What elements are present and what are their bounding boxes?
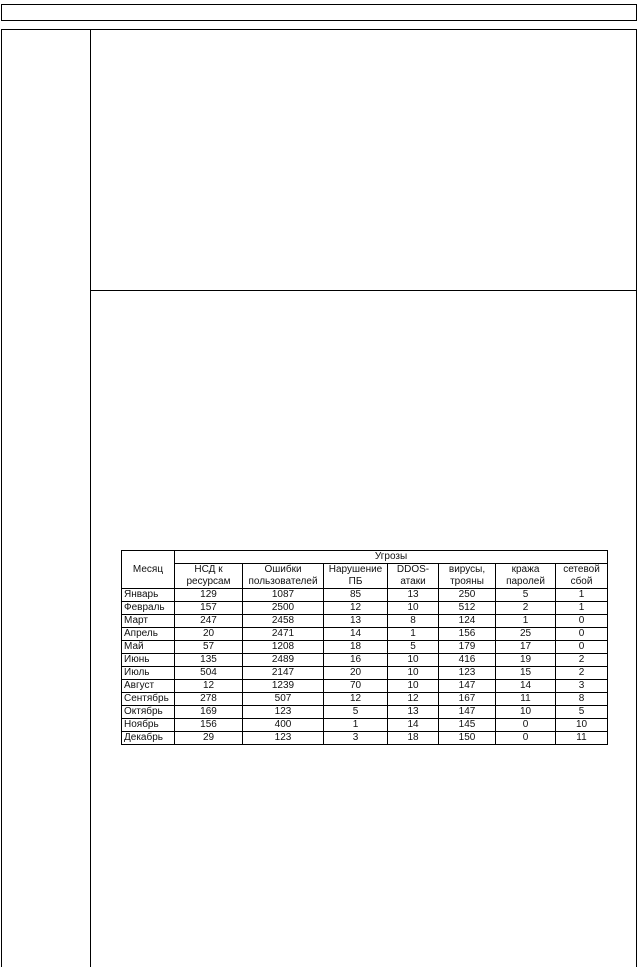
value-cell: 169 xyxy=(175,706,243,719)
table-body xyxy=(122,589,608,745)
column-header-line: сбой xyxy=(570,576,593,587)
value-cell: 512 xyxy=(439,602,496,615)
value-cell: 14 xyxy=(388,719,439,732)
threats-group-header: Угрозы xyxy=(175,551,608,564)
value-cell: 0 xyxy=(496,732,556,745)
value-cell: 1239 xyxy=(243,680,324,693)
column-header-1 xyxy=(175,564,243,589)
table-row xyxy=(122,693,608,706)
value-cell: 2489 xyxy=(243,654,324,667)
table-header-row xyxy=(122,551,608,564)
value-cell: 247 xyxy=(175,615,243,628)
value-cell: 5 xyxy=(556,706,608,719)
value-cell: 2 xyxy=(556,667,608,680)
month-cell: Июль xyxy=(122,667,175,680)
value-cell: 0 xyxy=(556,641,608,654)
column-header-line: трояны xyxy=(450,576,484,587)
column-header-line: вирусы, xyxy=(448,564,486,575)
value-cell: 8 xyxy=(388,615,439,628)
value-cell: 2471 xyxy=(243,628,324,641)
value-cell: 3 xyxy=(324,732,388,745)
value-cell: 129 xyxy=(175,589,243,602)
value-cell: 25 xyxy=(496,628,556,641)
value-cell: 29 xyxy=(175,732,243,745)
column-header-line: ресурсам xyxy=(186,576,231,587)
column-header-line: кража xyxy=(511,564,540,575)
value-cell: 1087 xyxy=(243,589,324,602)
value-cell: 12 xyxy=(324,602,388,615)
column-header-line: атаки xyxy=(400,576,426,587)
month-column-header: Месяц xyxy=(122,551,175,589)
table-row xyxy=(122,641,608,654)
value-cell: 0 xyxy=(496,719,556,732)
column-header-line: DDOS- xyxy=(396,564,430,575)
column-header-5 xyxy=(439,564,496,589)
month-cell: Февраль xyxy=(122,602,175,615)
value-cell: 13 xyxy=(388,589,439,602)
value-cell: 3 xyxy=(556,680,608,693)
value-cell: 13 xyxy=(324,615,388,628)
value-cell: 16 xyxy=(324,654,388,667)
value-cell: 2458 xyxy=(243,615,324,628)
month-cell: Июнь xyxy=(122,654,175,667)
month-cell: Декабрь xyxy=(122,732,175,745)
value-cell: 504 xyxy=(175,667,243,680)
value-cell: 5 xyxy=(388,641,439,654)
value-cell: 135 xyxy=(175,654,243,667)
value-cell: 416 xyxy=(439,654,496,667)
value-cell: 1 xyxy=(324,719,388,732)
value-cell: 156 xyxy=(439,628,496,641)
column-header-line: сетевой xyxy=(563,564,600,575)
value-cell: 147 xyxy=(439,706,496,719)
value-cell: 0 xyxy=(556,615,608,628)
value-cell: 0 xyxy=(556,628,608,641)
value-cell: 85 xyxy=(324,589,388,602)
month-cell: Май xyxy=(122,641,175,654)
value-cell: 2 xyxy=(556,654,608,667)
column-header-2 xyxy=(243,564,324,589)
value-cell: 507 xyxy=(243,693,324,706)
column-header-6 xyxy=(496,564,556,589)
value-cell: 278 xyxy=(175,693,243,706)
value-cell: 167 xyxy=(439,693,496,706)
value-cell: 10 xyxy=(496,706,556,719)
value-cell: 145 xyxy=(439,719,496,732)
value-cell: 2147 xyxy=(243,667,324,680)
table-row xyxy=(122,628,608,641)
value-cell: 5 xyxy=(324,706,388,719)
value-cell: 19 xyxy=(496,654,556,667)
column-header-line: ПБ xyxy=(348,576,363,587)
column-header-line: Нарушение xyxy=(328,564,383,575)
value-cell: 1 xyxy=(388,628,439,641)
value-cell: 1 xyxy=(556,589,608,602)
value-cell: 12 xyxy=(324,693,388,706)
column-header-4 xyxy=(388,564,439,589)
value-cell: 123 xyxy=(243,732,324,745)
table-row xyxy=(122,719,608,732)
value-cell: 10 xyxy=(556,719,608,732)
value-cell: 124 xyxy=(439,615,496,628)
value-cell: 18 xyxy=(324,641,388,654)
value-cell: 179 xyxy=(439,641,496,654)
table-row xyxy=(122,615,608,628)
value-cell: 17 xyxy=(496,641,556,654)
value-cell: 1 xyxy=(496,615,556,628)
month-cell: Сентябрь xyxy=(122,693,175,706)
value-cell: 2500 xyxy=(243,602,324,615)
value-cell: 10 xyxy=(388,602,439,615)
value-cell: 1208 xyxy=(243,641,324,654)
value-cell: 57 xyxy=(175,641,243,654)
month-cell: Март xyxy=(122,615,175,628)
value-cell: 12 xyxy=(388,693,439,706)
value-cell: 10 xyxy=(388,680,439,693)
value-cell: 14 xyxy=(496,680,556,693)
value-cell: 10 xyxy=(388,654,439,667)
column-header-line: пользователей xyxy=(248,576,318,587)
value-cell: 157 xyxy=(175,602,243,615)
value-cell: 20 xyxy=(324,667,388,680)
value-cell: 400 xyxy=(243,719,324,732)
month-cell: Октябрь xyxy=(122,706,175,719)
table-row xyxy=(122,589,608,602)
value-cell: 1 xyxy=(556,602,608,615)
value-cell: 123 xyxy=(243,706,324,719)
value-cell: 13 xyxy=(388,706,439,719)
column-header-line: Ошибки xyxy=(264,564,302,575)
value-cell: 123 xyxy=(439,667,496,680)
value-cell: 250 xyxy=(439,589,496,602)
table-row xyxy=(122,602,608,615)
column-header-line: НСД к xyxy=(194,564,223,575)
month-cell: Ноябрь xyxy=(122,719,175,732)
month-cell: Апрель xyxy=(122,628,175,641)
month-cell: Январь xyxy=(122,589,175,602)
threat-columns-header-row xyxy=(122,564,608,589)
header-box xyxy=(1,4,637,21)
table-row xyxy=(122,680,608,693)
month-cell: Август xyxy=(122,680,175,693)
value-cell: 2 xyxy=(496,602,556,615)
value-cell: 20 xyxy=(175,628,243,641)
value-cell: 12 xyxy=(175,680,243,693)
table-row xyxy=(122,706,608,719)
value-cell: 5 xyxy=(496,589,556,602)
value-cell: 156 xyxy=(175,719,243,732)
empty-cell-top xyxy=(91,30,636,290)
value-cell: 150 xyxy=(439,732,496,745)
value-cell: 11 xyxy=(556,732,608,745)
table-row xyxy=(122,654,608,667)
value-cell: 14 xyxy=(324,628,388,641)
column-header-line: паролей xyxy=(506,576,545,587)
value-cell: 10 xyxy=(388,667,439,680)
column-header-3 xyxy=(324,564,388,589)
threats-table xyxy=(121,550,608,745)
value-cell: 70 xyxy=(324,680,388,693)
value-cell: 18 xyxy=(388,732,439,745)
value-cell: 11 xyxy=(496,693,556,706)
table-row xyxy=(122,732,608,745)
value-cell: 147 xyxy=(439,680,496,693)
table-row xyxy=(122,667,608,680)
value-cell: 8 xyxy=(556,693,608,706)
column-header-7 xyxy=(556,564,608,589)
value-cell: 15 xyxy=(496,667,556,680)
